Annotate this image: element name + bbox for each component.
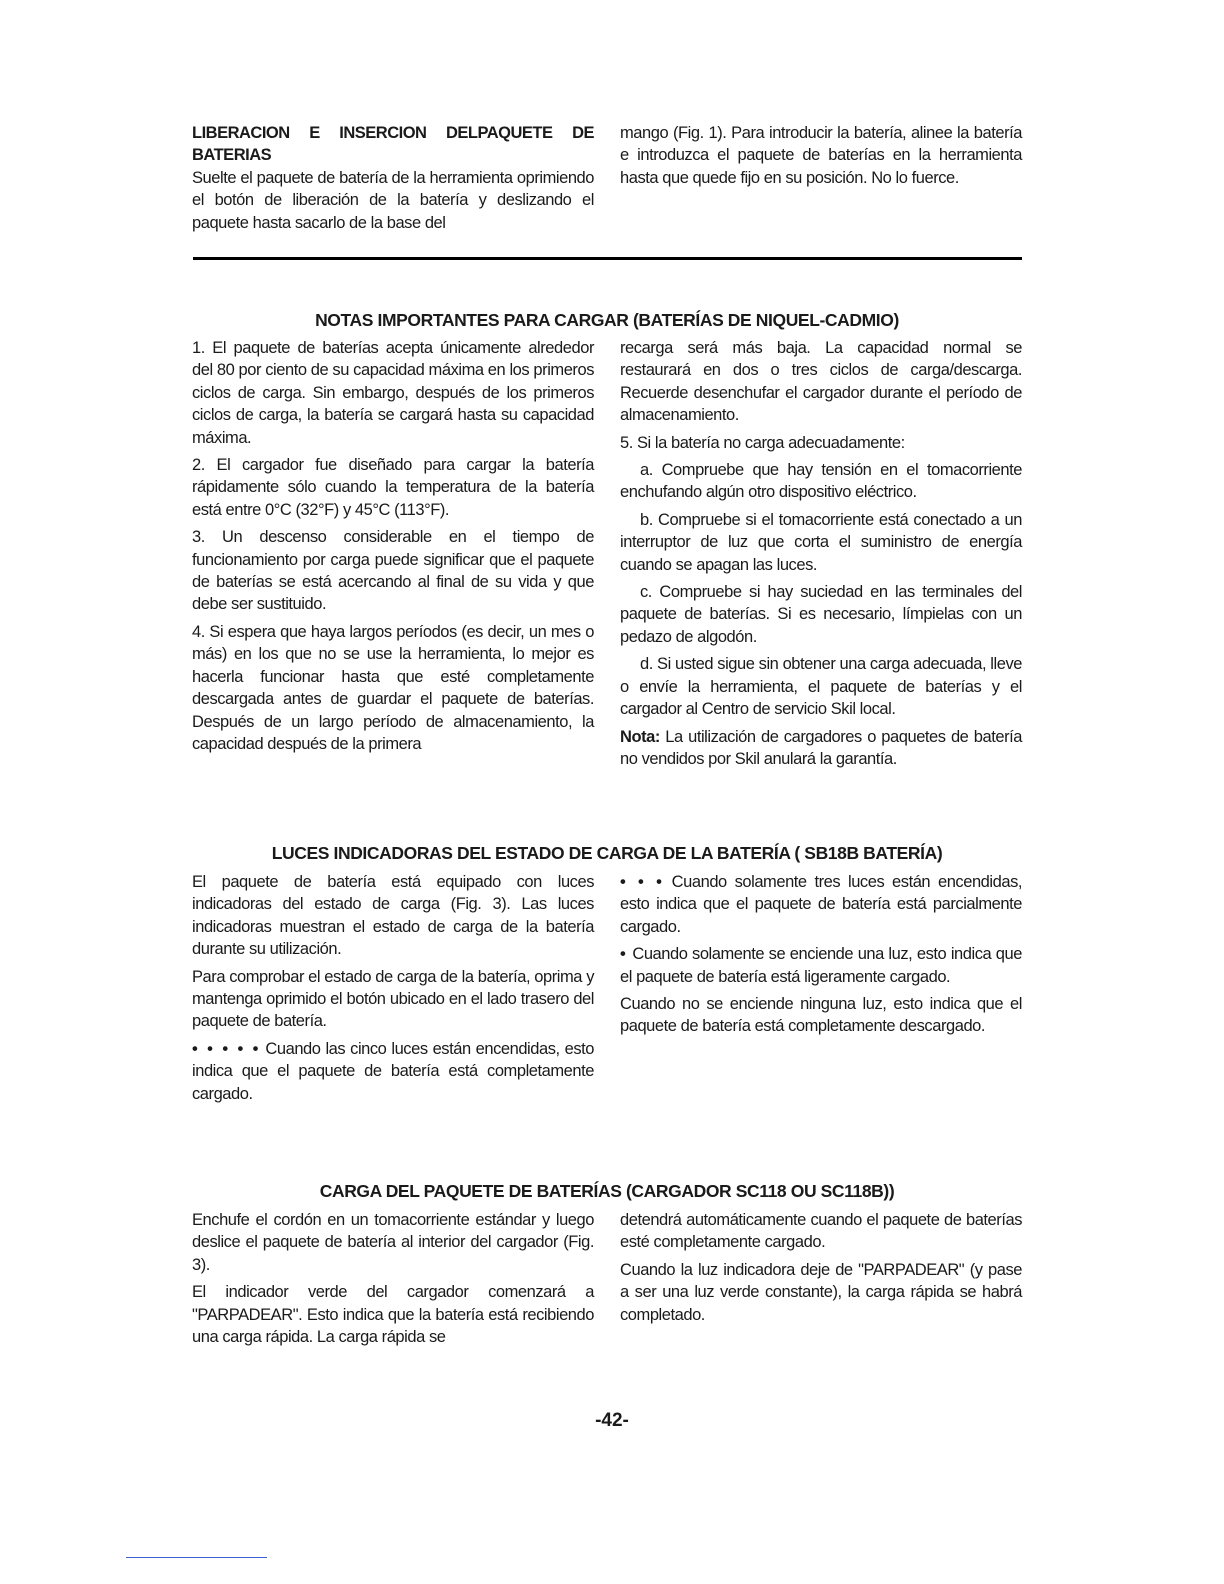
note-item-2: 2. El cargador fue diseñado para cargar la batería rápidamente sólo cuando la temperatura de la batería está entre 0°C (32°F) y 45°C (113°F). [192,456,594,519]
three-dots-icon: • • • [620,873,664,891]
five-dots-icon: • • • • • [192,1039,261,1058]
indicator-lights-left [192,871,594,1110]
one-light-text: Cuando solamente se enciende una luz, esto indica que el paquete de batería está ligeramente cargado. [620,945,1022,986]
release-section-left [192,122,594,239]
note-item-3: 3. Un descenso considerable en el tiempo de funcionamiento por carga puede significar que el paquete de baterías se está acercando al final de su vida y que debe ser sustituido. [192,528,594,614]
note-subitem-a: a. Compruebe que hay tensión en el tomacorriente enchufando algún otro dispositivo eléctrico. [620,461,1022,502]
release-text-left: Suelte el paquete de batería de la herramienta oprimiendo el botón de liberación de la batería y deslizando el paquete hasta sacarlo de la base del [192,168,594,232]
charging-battery-left [192,1209,594,1353]
indicator-intro: El paquete de batería está equipado con luces indicadoras del estado de carga (Fig. 3). Las luces indicadoras muestran el estado de carga de la batería durante su utilización. [192,873,594,959]
nota-text: La utilización de cargadores o paquetes de batería no vendidos por Skil anulará la garantía. [620,727,1022,768]
warranty-note [620,726,1022,771]
one-dot-icon: • [620,945,628,964]
no-light-item: Cuando no se enciende ninguna luz, esto indica que el paquete de batería está completamente descargado. [620,995,1022,1036]
page-number: -42- [595,1410,629,1431]
charging-step-indicator: El indicador verde del cargador comenzará a "PARPADEAR". Esto indica que la batería está recibiendo una carga rápida. La carga rápida se [192,1283,594,1347]
note-subitem-d: d. Si usted sigue sin obtener una carga adecuada, lleve o envíe la herramienta, el paquete de baterías y el cargador al Centro de servicio Skil local. [620,655,1022,719]
note-subitem-b: b. Compruebe si el tomacorriente está conectado a un interruptor de luz que corta el suministro de energía cuando se apagan las luces. [620,510,1022,574]
charging-complete: Cuando la luz indicadora deje de "PARPADEAR" (y pase a ser una luz verde constante), la carga rápida se habrá completado. [620,1260,1022,1324]
five-lights-text: Cuando las cinco luces están encendidas, esto indica que el paquete de batería está completamente cargado. [192,1039,594,1103]
charging-battery-title: CARGA DEL PAQUETE DE BATERÍAS (CARGADOR SC118 OU SC118B)) [319,1181,895,1201]
release-section-title: LIBERACION E INSERCION DELPAQUETE DE BATERIAS [192,124,594,165]
charging-battery-right [620,1209,1022,1331]
note-item-4: 4. Si espera que haya largos períodos (es decir, un mes o más) en los que no se use la herramienta, lo mejor es hacerla funcionar hasta que esté completamente descargada antes de guardar el paquete de baterías. Después de un largo período de almacenamiento, la capacidad después de la primera [192,622,594,753]
note-item-1: 1. El paquete de baterías acepta únicamente alrededor del 80 por ciento de su capacidad máxima en los primeros ciclos de carga. Sin embargo, después de los primeros ciclos de carga, la batería se cargará hasta su capacidad máxima. [192,339,594,447]
note-item-4-continued: recarga será más baja. La capacidad normal se restaurará en dos o tres ciclos de carga/descarga. Recuerde desenchufar el cargador durante el período de almacenamiento. [620,339,1022,425]
indicator-lights-title: LUCES INDICADORAS DEL ESTADO DE CARGA DE LA BATERÍA ( SB18B BATERÍA) [271,843,943,863]
indicator-lights-right [620,871,1022,1043]
charging-notes-title: NOTAS IMPORTANTES PARA CARGAR (BATERÍAS DE NIQUEL-CADMIO) [315,310,899,330]
three-lights-text: Cuando solamente tres luces están encendidas, esto indica que el paquete de batería está parcialmente cargado. [620,873,1023,936]
bottom-link-underline [126,1557,267,1558]
three-lights-item [620,871,1022,938]
release-text-right: mango (Fig. 1). Para introducir la batería, alinee la batería e introduzca el paquete de baterías en la herramienta hasta que quede fijo en su posición. No lo fuerce. [620,124,1022,187]
horizontal-divider [193,257,1022,260]
nota-label: Nota: [620,727,660,746]
charging-notes-right [620,337,1022,775]
indicator-check: Para comprobar el estado de carga de la batería, oprima y mantenga oprimido el botón ubicado en el lado trasero del paquete de batería. [192,967,594,1031]
charging-step-plug: Enchufe el cordón en un tomacorriente estándar y luego deslice el paquete de batería al interior del cargador (Fig. 3). [192,1211,594,1274]
one-light-item [620,943,1022,988]
five-lights-item [192,1038,594,1105]
charging-auto-stop: detendrá automáticamente cuando el paquete de baterías esté completamente cargado. [620,1211,1022,1252]
note-item-5: 5. Si la batería no carga adecuadamente: [620,433,905,452]
charging-notes-left [192,337,594,760]
note-subitem-c: c. Compruebe si hay suciedad en las terminales del paquete de baterías. Si es necesario, límpielas con un pedazo de algodón. [620,583,1022,646]
release-section-right [620,122,1022,194]
